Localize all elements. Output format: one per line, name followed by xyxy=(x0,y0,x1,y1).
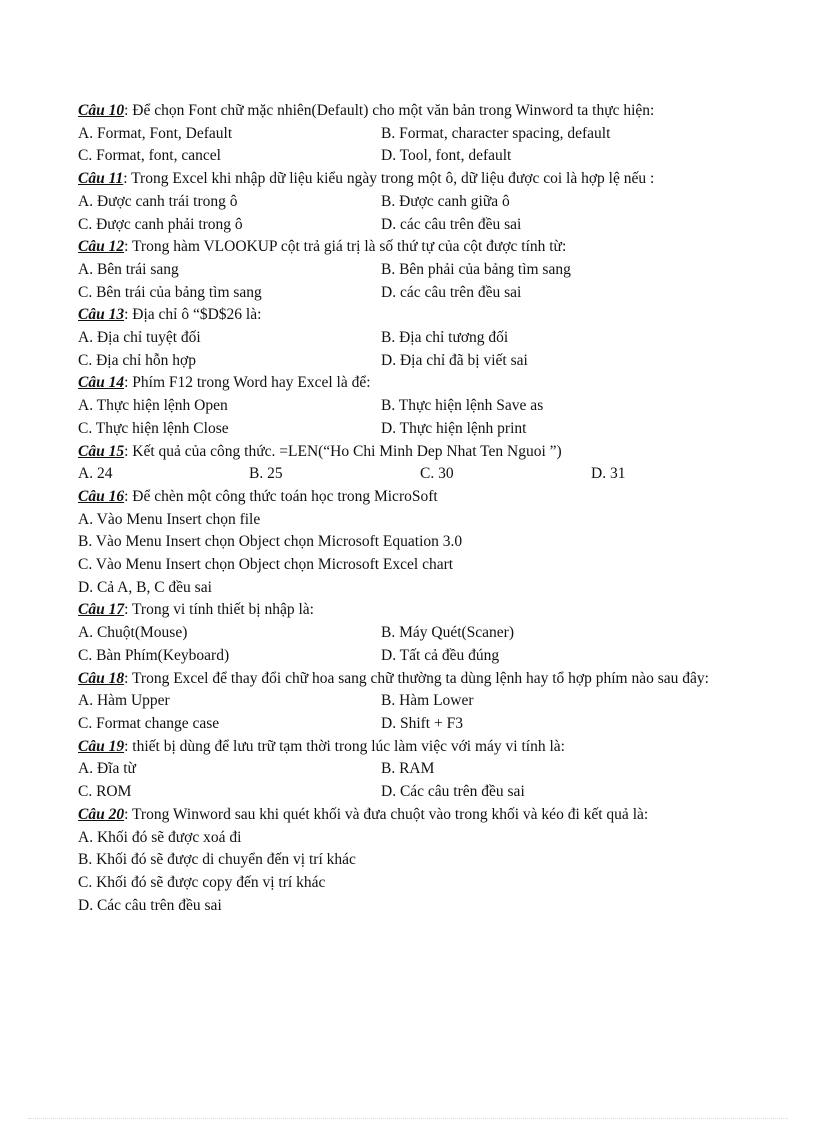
option-b: B. RAM xyxy=(381,760,435,778)
option-d: D. các câu trên đều sai xyxy=(381,215,522,233)
options-row xyxy=(78,214,748,237)
option-d: D. Tất cả đều đúng xyxy=(381,646,500,664)
option-c: C. Bàn Phím(Keyboard) xyxy=(78,646,230,664)
option-d: D. Shift + F3 xyxy=(381,714,463,732)
option-b: B. Máy Quét(Scaner) xyxy=(381,624,514,642)
question-stem: : Phím F12 trong Word hay Excel là để: xyxy=(124,374,371,392)
question-stem: : Kết quả của công thức. =LEN(“Ho Chi Minh Dep Nhat Ten Nguoi ”) xyxy=(124,442,562,460)
option-b: B. Địa chỉ tương đối xyxy=(381,329,509,347)
question-label: Câu 14 xyxy=(78,374,125,392)
option-c: C. Format, font, cancel xyxy=(78,147,221,165)
option-a: A. Bên trái sang xyxy=(78,260,179,278)
options-row xyxy=(78,395,748,418)
question-text xyxy=(78,668,748,691)
option-b: B. Được canh giữa ô xyxy=(381,192,510,210)
question-18 xyxy=(78,668,748,736)
question-text xyxy=(78,599,748,622)
option-d: D. Thực hiện lệnh print xyxy=(381,419,527,437)
question-label: Câu 20 xyxy=(78,805,125,823)
option-c: C. Địa chỉ hỗn hợp xyxy=(78,351,196,369)
options-row xyxy=(78,191,748,214)
options-row xyxy=(78,713,748,736)
option-b: B. 25 xyxy=(249,465,283,483)
question-text xyxy=(78,168,748,191)
question-13 xyxy=(78,304,748,372)
question-label: Câu 11 xyxy=(78,170,124,188)
option-d: D. Địa chỉ đã bị viết sai xyxy=(381,351,528,369)
question-text xyxy=(78,304,748,327)
options-row xyxy=(78,418,748,441)
question-stem: : Trong Excel để thay đổi chữ hoa sang chữ thường ta dùng lệnh hay tổ hợp phím nào sau đây: xyxy=(124,669,709,687)
question-text xyxy=(78,236,748,259)
option-b: B. Format, character spacing, default xyxy=(381,124,611,142)
option-d: D. Cả A, B, C đều sai xyxy=(78,578,212,596)
option-a: A. Địa chỉ tuyệt đối xyxy=(78,329,201,347)
options-row xyxy=(78,758,748,781)
document-page xyxy=(78,100,748,917)
question-stem: : Trong Winword sau khi quét khối và đưa chuột vào trong khối và kéo đi kết quả là: xyxy=(124,805,649,823)
question-text xyxy=(78,100,748,123)
options-row xyxy=(78,350,748,373)
option-a: A. 24 xyxy=(78,465,113,483)
question-text xyxy=(78,804,748,827)
option-a: A. Được canh trái trong ô xyxy=(78,192,238,210)
option-d: D. 31 xyxy=(591,465,626,483)
question-label: Câu 17 xyxy=(78,601,125,619)
question-11 xyxy=(78,168,748,236)
question-stem: : thiết bị dùng để lưu trữ tạm thời trong lúc làm việc với máy vi tính là: xyxy=(124,737,565,755)
options-row xyxy=(78,282,748,305)
question-stem: : Trong Excel khi nhập dữ liệu kiểu ngày trong một ô, dữ liệu được coi là hợp lệ nếu : xyxy=(123,170,655,188)
options-row xyxy=(78,463,748,486)
question-20 xyxy=(78,804,748,918)
page-bottom-divider xyxy=(28,1118,788,1119)
question-label: Câu 13 xyxy=(78,306,125,324)
question-19 xyxy=(78,736,748,804)
option-b: B. Thực hiện lệnh Save as xyxy=(381,397,544,415)
question-text xyxy=(78,372,748,395)
options-row xyxy=(78,690,748,713)
option-a: A. Vào Menu Insert chọn file xyxy=(78,510,261,528)
option-b: B. Hàm Lower xyxy=(381,692,474,710)
option-c: C. Vào Menu Insert chọn Object chọn Microsoft Excel chart xyxy=(78,556,454,574)
question-16 xyxy=(78,486,748,600)
question-label: Câu 19 xyxy=(78,737,125,755)
option-c: C. 30 xyxy=(420,465,454,483)
question-text xyxy=(78,736,748,759)
question-text xyxy=(78,441,748,464)
question-12 xyxy=(78,236,748,304)
options-row xyxy=(78,622,748,645)
question-label: Câu 16 xyxy=(78,487,125,505)
option-d: D. các câu trên đều sai xyxy=(381,283,522,301)
option-a: A. Thực hiện lệnh Open xyxy=(78,397,228,415)
question-15 xyxy=(78,441,748,486)
question-label: Câu 10 xyxy=(78,102,125,119)
question-text xyxy=(78,486,748,509)
option-c: C. Bên trái của bảng tìm sang xyxy=(78,283,262,301)
option-d: D. Các câu trên đều sai xyxy=(381,783,525,801)
question-stem: : Địa chỉ ô “$D$26 là: xyxy=(124,306,262,324)
question-label: Câu 12 xyxy=(78,238,125,256)
question-label: Câu 15 xyxy=(78,442,125,460)
question-17 xyxy=(78,599,748,667)
option-a: A. Hàm Upper xyxy=(78,692,170,710)
option-c: C. Được canh phải trong ô xyxy=(78,215,243,233)
option-a: A. Đĩa từ xyxy=(78,760,136,778)
question-stem: : Để chọn Font chữ mặc nhiên(Default) cho một văn bản trong Winword ta thực hiện: xyxy=(124,102,655,119)
option-c: C. Khối đó sẽ được copy đến vị trí khác xyxy=(78,873,326,891)
options-row xyxy=(78,145,748,168)
question-stem: : Trong vi tính thiết bị nhập là: xyxy=(124,601,314,619)
option-d: D. Tool, font, default xyxy=(381,147,512,165)
option-b: B. Vào Menu Insert chọn Object chọn Microsoft Equation 3.0 xyxy=(78,533,463,551)
option-d: D. Các câu trên đều sai xyxy=(78,896,222,914)
option-c: C. ROM xyxy=(78,783,132,801)
option-a: A. Khối đó sẽ được xoá đi xyxy=(78,828,242,846)
option-c: C. Thực hiện lệnh Close xyxy=(78,419,229,437)
question-10 xyxy=(78,100,748,168)
option-a: A. Format, Font, Default xyxy=(78,124,233,142)
question-label: Câu 18 xyxy=(78,669,125,687)
question-stem: : Trong hàm VLOOKUP cột trả giá trị là số thứ tự của cột được tính từ: xyxy=(124,238,567,256)
option-a: A. Chuột(Mouse) xyxy=(78,624,188,642)
options-row xyxy=(78,781,748,804)
question-stem: : Để chèn một công thức toán học trong MicroSoft xyxy=(124,487,438,505)
option-c: C. Format change case xyxy=(78,714,220,732)
question-14 xyxy=(78,372,748,440)
options-row xyxy=(78,259,748,282)
option-b: B. Khối đó sẽ được di chuyển đến vị trí khác xyxy=(78,851,356,869)
option-b: B. Bên phải của bảng tìm sang xyxy=(381,260,571,278)
options-row xyxy=(78,327,748,350)
options-row xyxy=(78,123,748,146)
options-row xyxy=(78,645,748,668)
